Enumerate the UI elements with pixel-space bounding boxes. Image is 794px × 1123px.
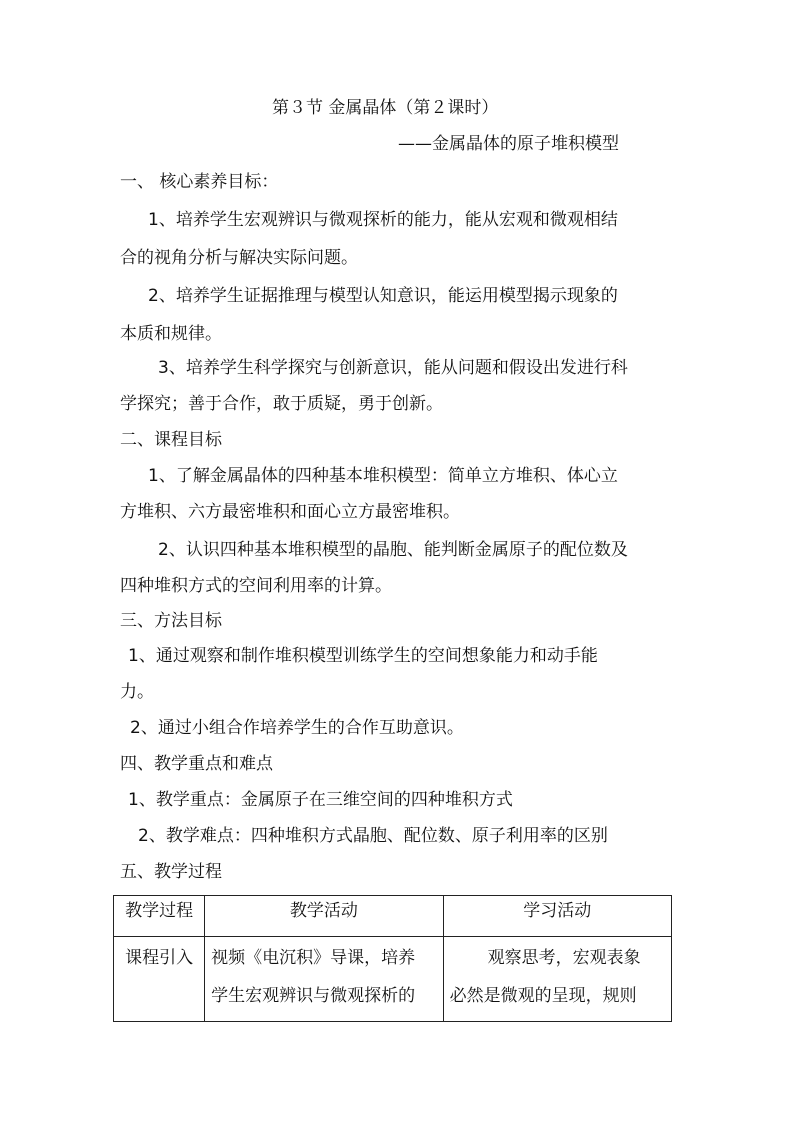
section-heading-teaching-process: 五、教学过程 — [120, 862, 222, 882]
document-subtitle: ——金属晶体的原子堆积模型 — [398, 134, 619, 154]
paragraph-line: 1、培养学生宏观辨识与微观探析的能力，能从宏观和微观相结 — [148, 210, 618, 230]
document-title: 第３节 金属晶体（第２课时） — [272, 98, 499, 118]
paragraph-line: 学探究；善于合作，敢于质疑，勇于创新。 — [120, 394, 443, 414]
paragraph-line: 1、教学重点：金属原子在三维空间的四种堆积方式 — [128, 790, 513, 810]
table-header-cell: 教学活动 — [205, 896, 443, 937]
paragraph-line: 力。 — [120, 682, 154, 702]
paragraph-line: 2、认识四种基本堆积模型的晶胞、能判断金属原子的配位数及 — [158, 540, 628, 560]
cell-text-line: 学生宏观辨识与微观探析的 — [211, 986, 416, 1006]
table-cell-teaching — [205, 937, 443, 1022]
table-cell-learning — [443, 937, 671, 1022]
paragraph-line: 1、了解金属晶体的四种基本堆积模型：简单立方堆积、体心立 — [148, 466, 618, 486]
table-header-cell: 教学过程 — [114, 896, 205, 937]
section-heading-course-goals: 二、课程目标 — [120, 430, 222, 450]
paragraph-line: 2、培养学生证据推理与模型认知意识，能运用模型揭示现象的 — [148, 286, 618, 306]
paragraph-line: 四种堆积方式的空间利用率的计算。 — [120, 576, 392, 596]
paragraph-line: 合的视角分析与解决实际问题。 — [120, 248, 358, 268]
table-header-row — [114, 896, 672, 937]
cell-text-line: 观察思考，宏观表象 — [487, 948, 641, 968]
cell-text-line: 视频《电沉积》导课，培养 — [211, 948, 416, 968]
cell-text-line: 必然是微观的呈现，规则 — [449, 986, 637, 1006]
table-row — [114, 937, 672, 1022]
table-cell-stage — [114, 937, 205, 1022]
paragraph-line: 3、培养学生科学探究与创新意识，能从问题和假设出发进行科 — [158, 358, 628, 378]
paragraph-line: 本质和规律。 — [120, 324, 222, 344]
section-heading-key-points: 四、教学重点和难点 — [120, 754, 273, 774]
paragraph-line: 方堆积、六方最密堆积和面心立方最密堆积。 — [120, 502, 460, 522]
section-heading-method-goals: 三、方法目标 — [120, 611, 222, 631]
paragraph-line: 2、通过小组合作培养学生的合作互助意识。 — [130, 718, 464, 738]
section-heading-core-goals: 一、 核心素养目标： — [120, 172, 279, 192]
teaching-process-table — [113, 895, 672, 1022]
cell-text: 课程引入 — [125, 948, 194, 968]
table-header-cell: 学习活动 — [443, 896, 671, 937]
paragraph-line: 2、教学难点：四种堆积方式晶胞、配位数、原子利用率的区别 — [138, 826, 608, 846]
paragraph-line: 1、通过观察和制作堆积模型训练学生的空间想象能力和动手能 — [128, 646, 598, 666]
